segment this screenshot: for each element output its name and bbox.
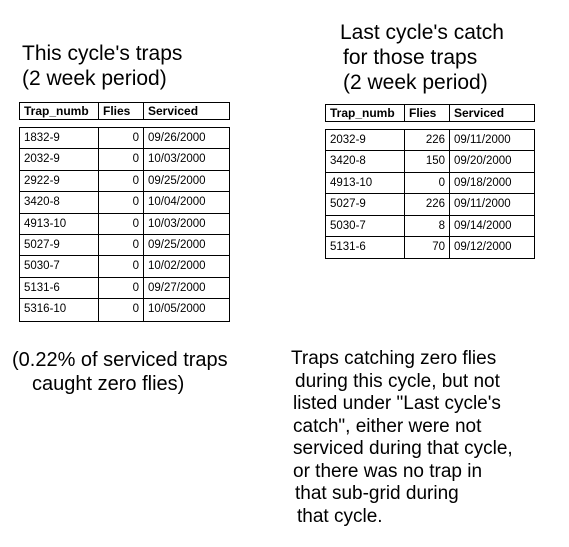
flies-cell: 226: [405, 130, 450, 150]
flies-cell: 0: [99, 278, 144, 298]
this-cycle-heading: [22, 41, 182, 91]
flies-cell: 70: [405, 237, 450, 258]
serviced-date-cell: 09/25/2000: [148, 174, 206, 187]
serviced-date-cell: 09/14/2000: [454, 219, 512, 232]
table-header: [19, 102, 230, 120]
trap-number-cell: 3420-8: [20, 192, 99, 212]
column-header-serviced: Serviced: [148, 104, 199, 118]
table-row: [20, 299, 229, 320]
table-row: [326, 151, 534, 172]
explanation-note: [291, 348, 513, 528]
table-row: [20, 235, 229, 256]
heading-line: (2 week period): [22, 67, 167, 90]
trap-number-cell: 5131-6: [326, 237, 405, 258]
note-line: caught zero flies): [32, 373, 185, 395]
flies-cell: 226: [405, 194, 450, 214]
serviced-date-cell: 09/12/2000: [454, 240, 512, 253]
serviced-date-cell: 10/02/2000: [148, 260, 206, 273]
trap-number-cell: 4913-10: [20, 214, 99, 234]
note-line: during this cycle, but not: [295, 370, 500, 392]
serviced-date-cell: 09/11/2000: [454, 134, 511, 146]
flies-cell: 0: [99, 128, 144, 148]
note-line: listed under "Last cycle's: [293, 393, 501, 414]
last-cycle-table: [325, 104, 535, 259]
table-row: [326, 194, 534, 215]
flies-cell: 0: [99, 192, 144, 212]
heading-line: Last cycle's catch: [340, 21, 504, 44]
table-row: [326, 237, 534, 258]
note-line: that cycle.: [297, 505, 383, 527]
note-line: serviced during that cycle,: [293, 438, 513, 459]
column-header-flies: Flies: [405, 105, 450, 121]
table-row: [326, 130, 534, 151]
table-row: [20, 128, 229, 149]
serviced-date-cell: 09/11/2000: [454, 198, 511, 211]
table-row: [326, 216, 534, 237]
flies-cell: 150: [405, 151, 450, 171]
serviced-date-cell: 09/25/2000: [148, 238, 206, 251]
note-line: or there was no trap in: [293, 460, 483, 482]
serviced-date-cell: 09/27/2000: [148, 281, 206, 294]
note-line: Traps catching zero flies: [291, 348, 497, 369]
flies-cell: 0: [99, 235, 144, 255]
column-header-trap-number: Trap_numb: [20, 103, 99, 119]
flies-cell: 0: [99, 149, 144, 169]
last-cycle-heading: [340, 20, 504, 95]
note-line: catch", either were not: [293, 415, 482, 437]
trap-number-cell: 3420-8: [326, 151, 405, 171]
serviced-date-cell: 09/20/2000: [454, 155, 512, 168]
serviced-date-cell: 09/18/2000: [454, 176, 512, 189]
note-line: (0.22% of serviced traps: [12, 349, 228, 371]
serviced-date-cell: 10/04/2000: [148, 196, 206, 209]
trap-number-cell: 5027-9: [326, 194, 405, 214]
serviced-date-cell: 10/03/2000: [148, 153, 206, 166]
heading-line: (2 week period): [343, 71, 488, 94]
heading-line: for those traps: [343, 46, 478, 69]
serviced-date-cell: 09/26/2000: [148, 132, 206, 144]
column-header-serviced: Serviced: [454, 106, 505, 120]
trap-number-cell: 5030-7: [20, 256, 99, 276]
table-row: [20, 192, 229, 213]
serviced-date-cell: 10/05/2000: [148, 303, 206, 316]
flies-cell: 8: [405, 216, 450, 236]
heading-line: This cycle's traps: [22, 42, 183, 65]
flies-cell: 0: [99, 256, 144, 276]
table-header: [325, 104, 535, 122]
note-line: that sub-grid during: [295, 483, 459, 504]
flies-cell: 0: [99, 171, 144, 191]
trap-number-cell: 4913-10: [326, 173, 405, 193]
table-row: [20, 214, 229, 235]
table-row: [20, 149, 229, 170]
table-row: [326, 173, 534, 194]
trap-number-cell: 5027-9: [20, 235, 99, 255]
trap-number-cell: 5316-10: [20, 299, 99, 320]
trap-number-cell: 2032-9: [20, 149, 99, 169]
trap-number-cell: 5131-6: [20, 278, 99, 298]
flies-cell: 0: [405, 173, 450, 193]
trap-number-cell: 5030-7: [326, 216, 405, 236]
table-row: [20, 256, 229, 277]
column-header-flies: Flies: [99, 103, 144, 119]
zero-flies-percentage-note: [12, 348, 228, 396]
table-body: [19, 127, 230, 322]
flies-cell: 0: [99, 214, 144, 234]
this-cycle-table: [19, 102, 230, 322]
flies-cell: 0: [99, 299, 144, 320]
trap-number-cell: 2922-9: [20, 171, 99, 191]
table-row: [20, 278, 229, 299]
trap-number-cell: 1832-9: [20, 128, 99, 148]
trap-number-cell: 2032-9: [326, 130, 405, 150]
table-body: [325, 129, 535, 259]
column-header-trap-number: Trap_numb: [326, 105, 405, 121]
table-row: [20, 171, 229, 192]
serviced-date-cell: 10/03/2000: [148, 217, 206, 230]
